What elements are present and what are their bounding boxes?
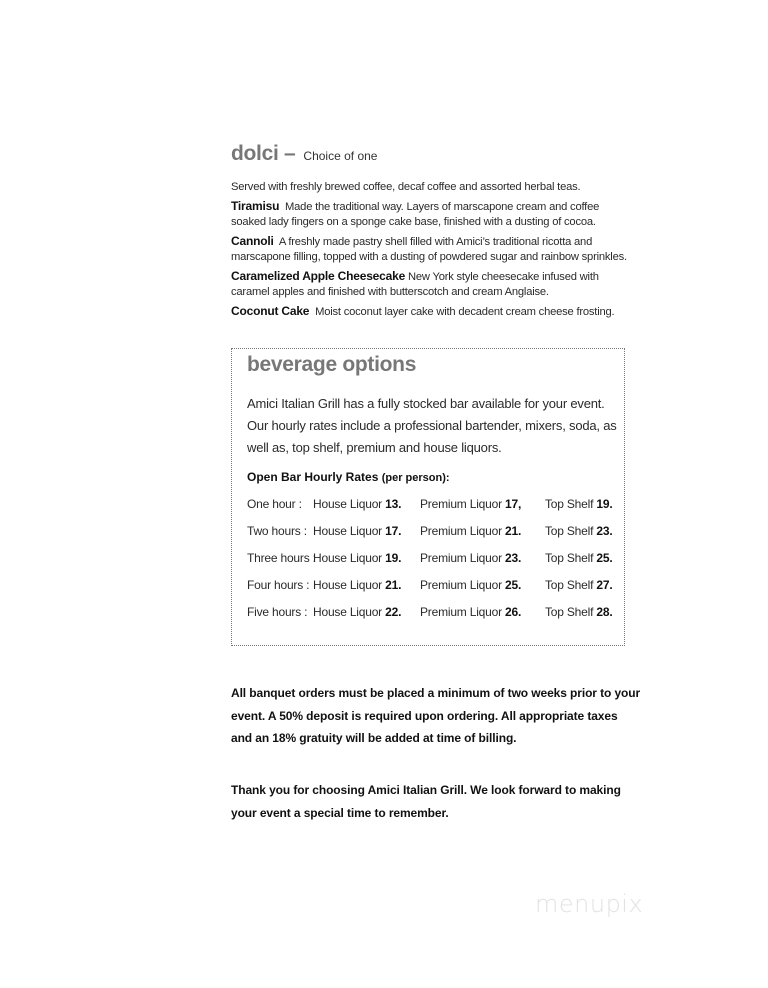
rate-row [247,524,617,540]
rate-house-price: 21. [385,578,402,592]
rate-premium-price: 25. [505,578,522,592]
rate-house-label: House Liquor [313,497,382,511]
rate-house-label: House Liquor [313,578,382,592]
beverage-intro: Amici Italian Grill has a fully stocked bar available for your event. Our hourly rates include a professional bartender, mixers, soda, as well as, top shelf, premium and house liquors. [247,396,617,455]
beverage-title: beverage options [247,353,417,376]
dessert-item [231,199,631,231]
rate-premium [420,578,521,592]
rate-top-price: 23. [596,524,613,538]
rate-premium [420,497,521,511]
dolci-heading [231,142,377,166]
rate-premium [420,605,521,619]
dessert-name: Caramelized Apple Cheesecake [231,268,406,283]
rate-top [545,578,612,592]
rate-row [247,551,617,567]
dessert-description: Made the traditional way. Layers of marscapone cream and coffee soaked lady fingers on a sponge cake base, finished with a dusting of cocoa. [231,200,600,228]
rate-top [545,605,612,619]
rate-duration: Five hours : [247,605,308,619]
rate-top-label: Top Shelf [545,497,594,511]
rate-top-price: 19. [596,497,613,511]
rate-premium-label: Premium Liquor [420,605,502,619]
dessert-description: A freshly made pastry shell filled with Amici’s traditional ricotta and marscapone filling, topped with a dusting of powdered sugar and rainbow sprinkles. [231,235,627,263]
dessert-name: Tiramisu [231,198,280,213]
rate-top-price: 28. [596,605,613,619]
rates-label [247,470,450,484]
rate-house [313,551,401,565]
rate-top-label: Top Shelf [545,578,594,592]
dessert-description: Moist coconut layer cake with decadent cream cheese frosting. [315,305,615,318]
rate-row [247,497,617,513]
rate-duration: One hour : [247,497,302,511]
rate-premium-label: Premium Liquor [420,497,502,511]
rate-premium-price: 23. [505,551,522,565]
rate-house-label: House Liquor [313,551,382,565]
rate-house [313,524,401,538]
rate-house-price: 19. [385,551,402,565]
rate-premium [420,524,521,538]
rate-top [545,497,612,511]
rates-label-suffix: (per person): [381,472,450,484]
watermark: menupix [535,890,644,918]
rate-house [313,605,401,619]
rate-house-label: House Liquor [313,605,382,619]
thank-you-note: Thank you for choosing Amici Italian Grill. We look forward to making your event a special time to remember. [231,783,621,820]
rate-top-label: Top Shelf [545,524,594,538]
rate-premium-label: Premium Liquor [420,578,502,592]
rate-house-label: House Liquor [313,524,382,538]
dessert-item [231,234,631,266]
rate-top-price: 27. [596,578,613,592]
rate-premium-label: Premium Liquor [420,551,502,565]
rate-row [247,605,617,621]
rate-top-price: 25. [596,551,613,565]
rate-top-label: Top Shelf [545,551,594,565]
dessert-item [231,304,631,321]
rate-row [247,578,617,594]
rate-duration: Three hours : [247,551,316,565]
rate-premium-price: 21. [505,524,522,538]
rate-top [545,551,612,565]
rate-house-price: 17. [385,524,402,538]
dessert-item [231,269,631,301]
rate-house-price: 22. [385,605,402,619]
rates-label-text: Open Bar Hourly Rates [247,470,379,484]
dolci-intro: Served with freshly brewed coffee, decaf coffee and assorted herbal teas. [231,181,581,193]
rate-duration: Two hours : [247,524,307,538]
dolci-subtitle: Choice of one [303,149,378,163]
dessert-name: Cannoli [231,233,274,248]
rate-premium-label: Premium Liquor [420,524,502,538]
rate-premium-price: 26. [505,605,522,619]
dessert-name: Coconut Cake [231,303,310,318]
rate-duration: Four hours : [247,578,310,592]
dolci-body [231,180,631,323]
rate-top-label: Top Shelf [545,605,594,619]
rate-house-price: 13. [385,497,402,511]
banquet-note: All banquet orders must be placed a minimum of two weeks prior to your event. A 50% deposit is required upon ordering. All appropriate taxes and an 18% gratuity will be added at time of billing. [231,686,641,745]
rate-premium [420,551,521,565]
rate-premium-price: 17, [505,497,522,511]
dolci-title: dolci – [231,142,296,165]
rate-house [313,497,401,511]
dessert-description: New York style cheesecake infused with caramel apples and finished with butterscotch and cream Anglaise. [231,270,599,298]
rate-house [313,578,401,592]
rate-top [545,524,612,538]
